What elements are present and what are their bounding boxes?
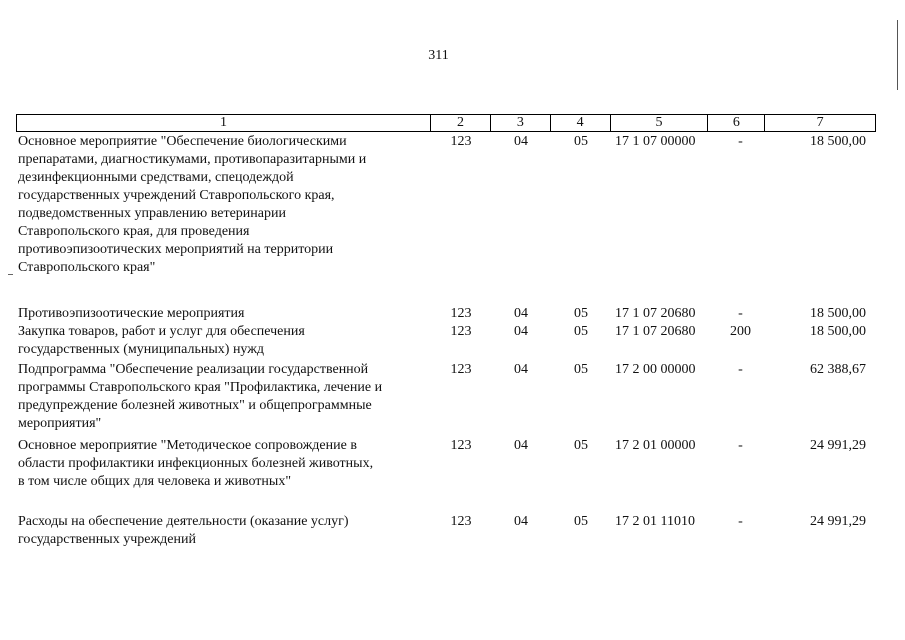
row-target-code: 17 2 00 00000 [615, 362, 696, 377]
row-code-col-2: 123 [450, 514, 472, 529]
description-line: области профилактики инфекционных болезней животных, [18, 456, 374, 471]
row-target-code: 17 1 07 00000 [615, 134, 696, 149]
description-line: дезинфекционными средствами, спецодеждой [18, 170, 294, 185]
row-code-col-4: 05 [574, 324, 588, 339]
row-code-col-3: 04 [514, 134, 528, 149]
row-target-code: 17 2 01 00000 [615, 438, 696, 453]
row-expense-type: 200 [730, 324, 751, 339]
description-line: Противоэпизоотические мероприятия [18, 306, 245, 321]
row-expense-type: - [738, 362, 743, 377]
description-line: Подпрограмма "Обеспечение реализации государственной [18, 362, 369, 377]
table-row [16, 323, 876, 359]
table-header [16, 114, 876, 132]
row-description [16, 133, 431, 277]
description-line: в том числе общих для человека и животных" [18, 474, 292, 489]
row-code-col-4: 05 [574, 514, 588, 529]
description-line: препаратами, диагностикумами, противопаразитарными и [18, 152, 367, 167]
table-row [16, 513, 876, 549]
description-line: подведомственных управлению ветеринарии [18, 206, 286, 221]
table-row [16, 361, 876, 433]
row-amount: 24 991,29 [810, 438, 866, 453]
row-code-col-3: 04 [514, 438, 528, 453]
table-row [16, 133, 876, 277]
row-amount: 62 388,67 [810, 362, 866, 377]
row-code-col-3: 04 [514, 362, 528, 377]
row-code-col-3: 04 [514, 514, 528, 529]
row-code-col-2: 123 [450, 438, 472, 453]
header-col-5: 5 [611, 115, 709, 131]
scan-edge-line [897, 20, 898, 90]
row-expense-type: - [738, 514, 743, 529]
table-row [16, 305, 876, 323]
description-line: Расходы на обеспечение деятельности (оказание услуг) [18, 514, 349, 529]
row-code-col-2: 123 [450, 362, 472, 377]
row-code-col-2: 123 [450, 134, 472, 149]
row-amount: 18 500,00 [810, 134, 866, 149]
description-line: Ставропольского края" [18, 260, 156, 275]
row-description [16, 361, 431, 433]
scan-stray-mark [8, 274, 13, 275]
description-line: Ставропольского края, для проведения [18, 224, 250, 239]
table-row [16, 437, 876, 491]
row-description [16, 513, 431, 549]
description-line: государственных учреждений Ставропольского края, [18, 188, 335, 203]
row-expense-type: - [738, 134, 743, 149]
row-amount: 18 500,00 [810, 324, 866, 339]
row-code-col-4: 05 [574, 134, 588, 149]
row-code-col-2: 123 [450, 324, 472, 339]
description-line: Основное мероприятие "Методическое сопровождение в [18, 438, 357, 453]
header-col-2: 2 [431, 115, 491, 131]
row-description [16, 305, 431, 323]
description-line: Основное мероприятие "Обеспечение биологическими [18, 134, 347, 149]
row-expense-type: - [738, 438, 743, 453]
header-col-7: 7 [816, 115, 824, 130]
row-code-col-3: 04 [514, 324, 528, 339]
row-code-col-2: 123 [450, 306, 472, 321]
description-line: мероприятия" [18, 416, 102, 431]
description-line: Закупка товаров, работ и услуг для обеспечения [18, 324, 305, 339]
description-line: программы Ставропольского края "Профилактика, лечение и [18, 380, 383, 395]
row-description [16, 323, 431, 359]
description-line: государственных (муниципальных) нужд [18, 342, 265, 357]
header-col-6: 6 [708, 115, 765, 131]
row-description [16, 437, 431, 491]
header-col-1: 1 [17, 115, 431, 131]
row-expense-type: - [738, 306, 743, 321]
row-amount: 24 991,29 [810, 514, 866, 529]
header-col-3: 3 [491, 115, 551, 131]
row-code-col-4: 05 [574, 362, 588, 377]
row-code-col-4: 05 [574, 438, 588, 453]
row-target-code: 17 1 07 20680 [615, 306, 696, 321]
row-code-col-4: 05 [574, 306, 588, 321]
row-code-col-3: 04 [514, 306, 528, 321]
description-line: противоэпизоотических мероприятий на территории [18, 242, 334, 257]
description-line: государственных учреждений [18, 532, 196, 547]
description-line: предупреждение болезней животных" и общепрограммные [18, 398, 372, 413]
page-number: 311 [428, 48, 449, 63]
row-amount: 18 500,00 [810, 306, 866, 321]
header-col-4: 4 [551, 115, 611, 131]
row-target-code: 17 2 01 11010 [615, 514, 695, 529]
row-target-code: 17 1 07 20680 [615, 324, 696, 339]
